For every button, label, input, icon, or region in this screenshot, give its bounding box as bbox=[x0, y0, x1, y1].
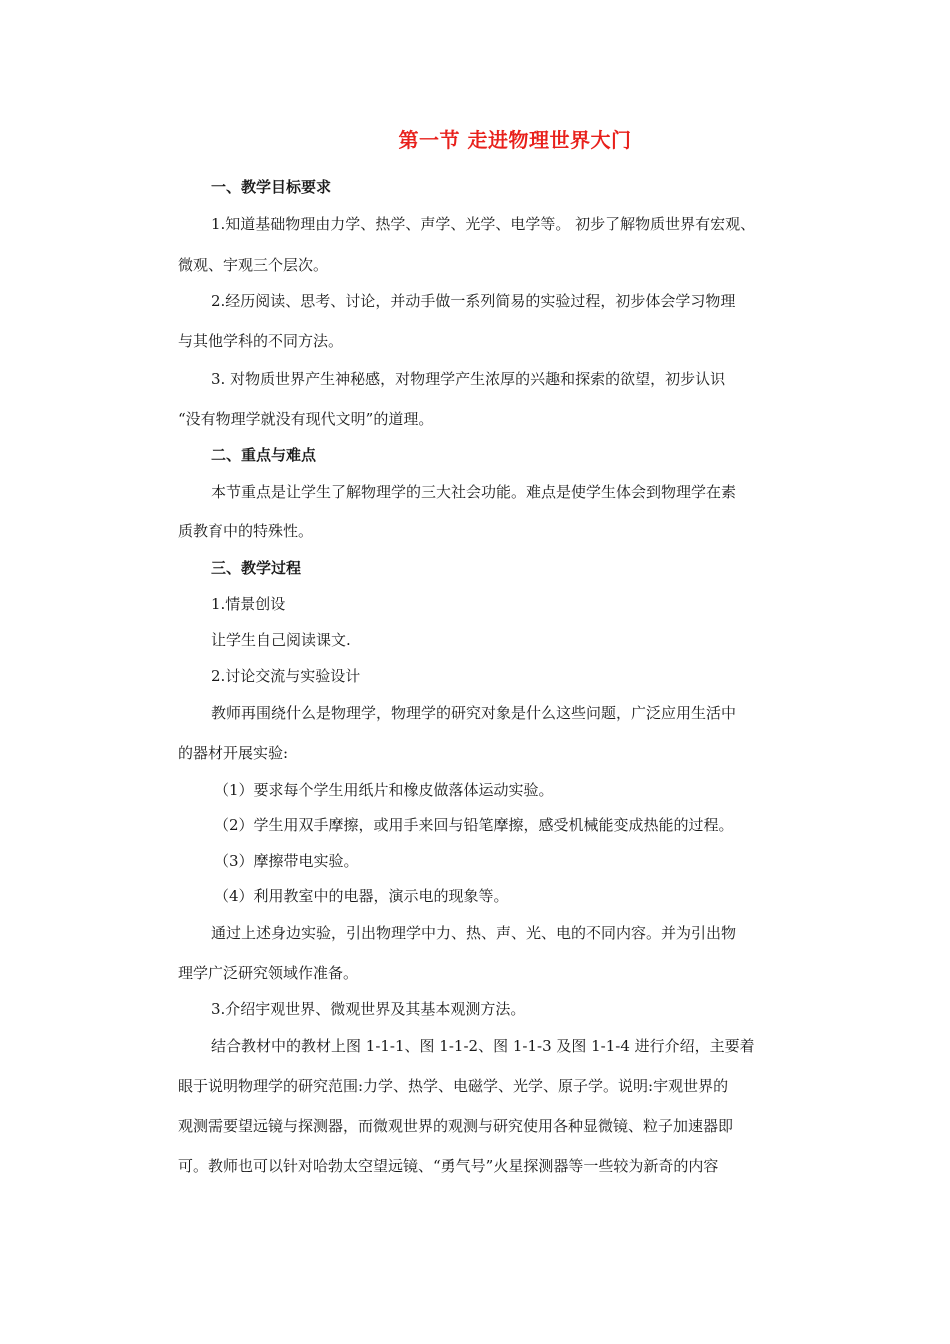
paragraph-line: 通过上述身边实验，引出物理学中力、热、声、光、电的不同内容。并为引出物 bbox=[211, 924, 737, 942]
section-heading-2: 二、重点与难点 bbox=[211, 446, 317, 464]
paragraph-line: 理学广泛研究领域作准备。 bbox=[178, 964, 359, 982]
paragraph-line: 质教育中的特殊性。 bbox=[178, 522, 314, 540]
subsection-heading: 2.讨论交流与实验设计 bbox=[211, 667, 361, 685]
list-item: （3）摩擦带电实验。 bbox=[214, 852, 359, 870]
list-item: （4）利用教室中的电器，演示电的现象等。 bbox=[214, 887, 509, 905]
section-heading-1: 一、教学目标要求 bbox=[211, 178, 332, 196]
section-heading-3: 三、教学过程 bbox=[211, 559, 302, 577]
subsection-heading: 1.情景创设 bbox=[211, 595, 286, 613]
page-title: 第一节 走进物理世界大门 bbox=[398, 128, 632, 152]
paragraph-line: 2.经历阅读、思考、讨论，并动手做一系列简易的实验过程，初步体会学习物理 bbox=[211, 292, 736, 310]
subsection-heading: 3.介绍宇观世界、微观世界及其基本观测方法。 bbox=[211, 1000, 526, 1018]
paragraph-line: 观测需要望远镜与探测器，而微观世界的观测与研究使用各种显微镜、粒子加速器即 bbox=[178, 1117, 734, 1135]
paragraph-line: 的器材开展实验: bbox=[178, 744, 289, 762]
paragraph-line: 1.知道基础物理由力学、热学、声学、光学、电学等。 初步了解物质世界有宏观、 bbox=[211, 215, 756, 233]
paragraph-line: 结合教材中的教材上图 1-1-1、图 1-1-2、图 1-1-3 及图 1-1-4 进行介绍，主要着 bbox=[211, 1037, 755, 1055]
paragraph-line: “没有物理学就没有现代文明”的道理。 bbox=[178, 410, 434, 428]
paragraph-line: 可。教师也可以针对哈勃太空望远镜、“勇气号”火星探测器等一些较为新奇的内容 bbox=[178, 1157, 719, 1175]
paragraph-line: 眼于说明物理学的研究范围:力学、热学、电磁学、光学、原子学。说明:宇观世界的 bbox=[178, 1077, 729, 1095]
paragraph-line: 本节重点是让学生了解物理学的三大社会功能。难点是使学生体会到物理学在素 bbox=[211, 483, 737, 501]
paragraph-line: 让学生自己阅读课文. bbox=[211, 631, 351, 649]
paragraph-line: 教师再围绕什么是物理学，物理学的研究对象是什么这些问题，广泛应用生活中 bbox=[211, 704, 737, 722]
paragraph-line: 微观、宇观三个层次。 bbox=[178, 256, 329, 274]
paragraph-line: 与其他学科的不同方法。 bbox=[178, 332, 344, 350]
list-item: （2）学生用双手摩擦，或用手来回与铅笔摩擦，感受机械能变成热能的过程。 bbox=[214, 816, 734, 834]
list-item: （1）要求每个学生用纸片和橡皮做落体运动实验。 bbox=[214, 781, 554, 799]
paragraph-line: 3. 对物质世界产生神秘感，对物理学产生浓厚的兴趣和探索的欲望，初步认识 bbox=[211, 370, 726, 388]
